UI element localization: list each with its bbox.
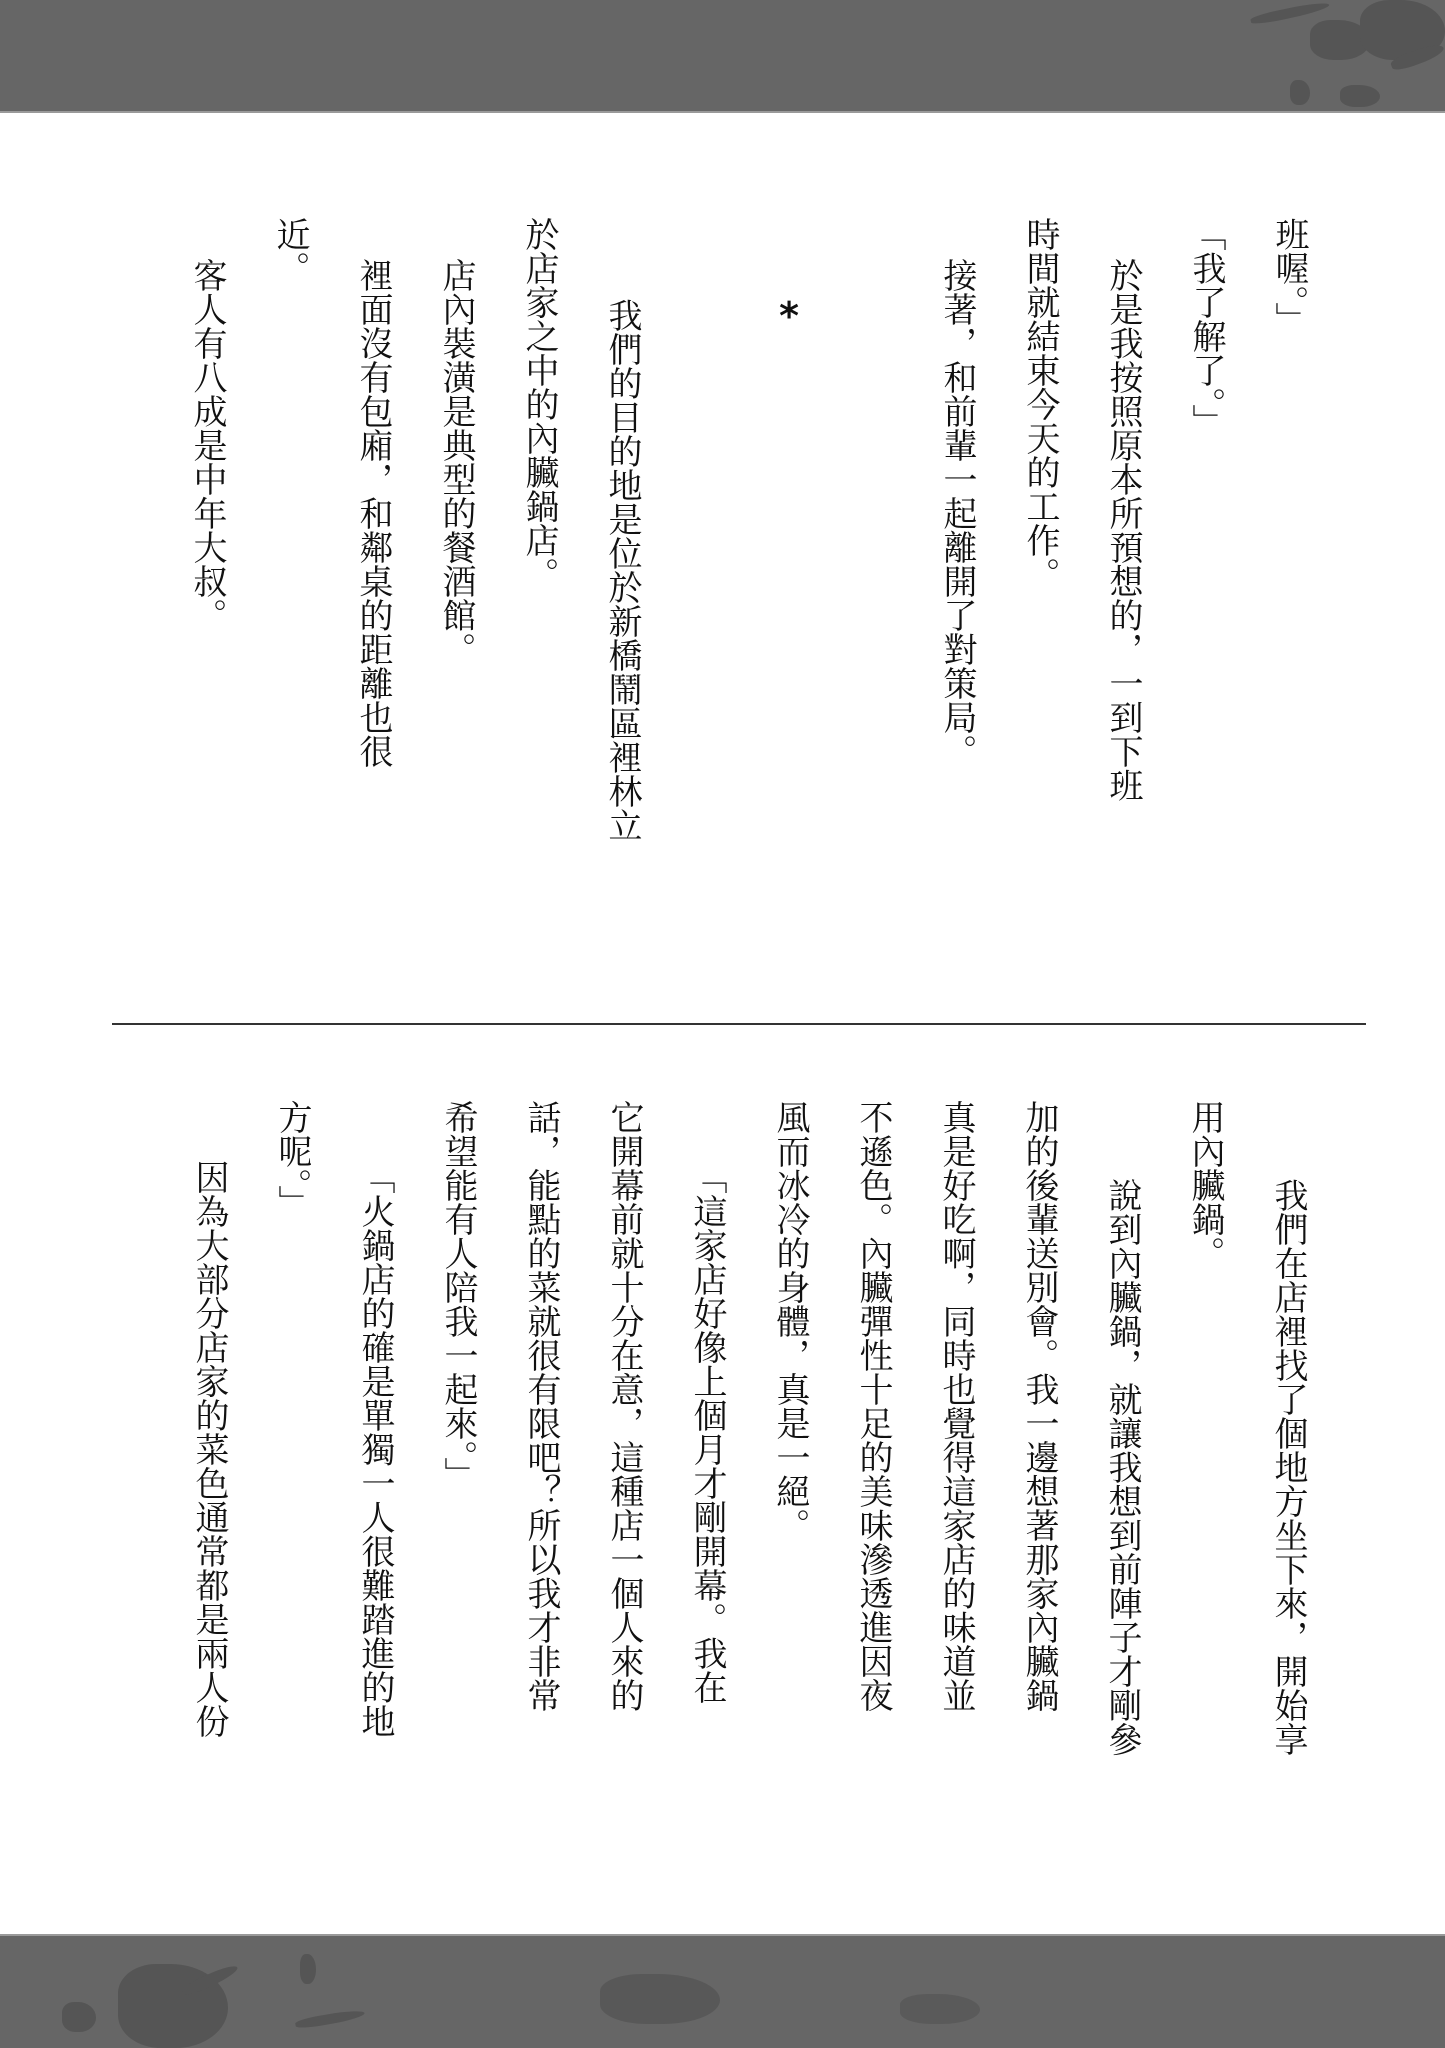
text-column: 裡面沒有包廂，和鄰桌的距離也很 (353, 258, 393, 768)
text-column: 不遜色。內臟彈性十足的美味滲透進因夜 (853, 1100, 893, 1712)
text-column: 「火鍋店的確是單獨一人很難踏進的地 (355, 1160, 395, 1738)
text-column: 我們在店裡找了個地方坐下來，開始享 (1268, 1178, 1308, 1756)
ink-splatter (600, 1974, 720, 2024)
scene-break-asterisk: * (779, 294, 799, 338)
text-column: 真是好吃啊，同時也覺得這家店的味道並 (936, 1100, 976, 1712)
header-texture-band (0, 0, 1445, 113)
ink-splatter (900, 1994, 980, 2024)
text-column: 「我了解了。」 (1186, 217, 1226, 438)
text-column: 方呢。」 (272, 1100, 312, 1219)
text-column: 我們的目的地是位於新橋鬧區裡林立 (602, 298, 642, 842)
text-column: 客人有八成是中年大叔。 (187, 258, 227, 632)
text-column: 近。 (270, 217, 310, 285)
text-column: 用內臟鍋。 (1185, 1100, 1225, 1270)
text-column: 加的後輩送別會。我一邊想著那家內臟鍋 (1019, 1100, 1059, 1712)
text-column: 於店家之中的內臟鍋店。 (519, 217, 559, 591)
text-column: 它開幕前就十分在意，這種店一個人來的 (604, 1100, 644, 1712)
section-divider (112, 1023, 1366, 1025)
ink-splatter (300, 1954, 316, 1984)
ink-splatter (1290, 80, 1310, 105)
text-column: 說到內臟鍋，就讓我想到前陣子才剛參 (1102, 1178, 1142, 1756)
text-column: 話，能點的菜就很有限吧？所以我才非常 (521, 1100, 561, 1712)
text-column: 「這家店好像上個月才剛開幕。我在 (687, 1160, 727, 1704)
text-column: 希望能有人陪我一起來。」 (438, 1100, 478, 1491)
ink-splatter (295, 2008, 366, 2030)
text-column: 因為大部分店家的菜色通常都是兩人份 (189, 1160, 229, 1738)
ink-splatter (1340, 85, 1380, 107)
text-column: 店內裝潢是典型的餐酒館。 (436, 258, 476, 666)
footer-texture-band (0, 1934, 1445, 2048)
text-column: 風而冰冷的身體，真是一絕。 (770, 1100, 810, 1542)
ink-splatter (62, 2002, 96, 2032)
text-column: 接著，和前輩一起離開了對策局。 (937, 258, 977, 768)
text-column: 於是我按照原本所預想的，一到下班 (1103, 258, 1143, 802)
text-column: 班喔。」 (1269, 217, 1309, 336)
text-column: 時間就結束今天的工作。 (1020, 217, 1060, 591)
